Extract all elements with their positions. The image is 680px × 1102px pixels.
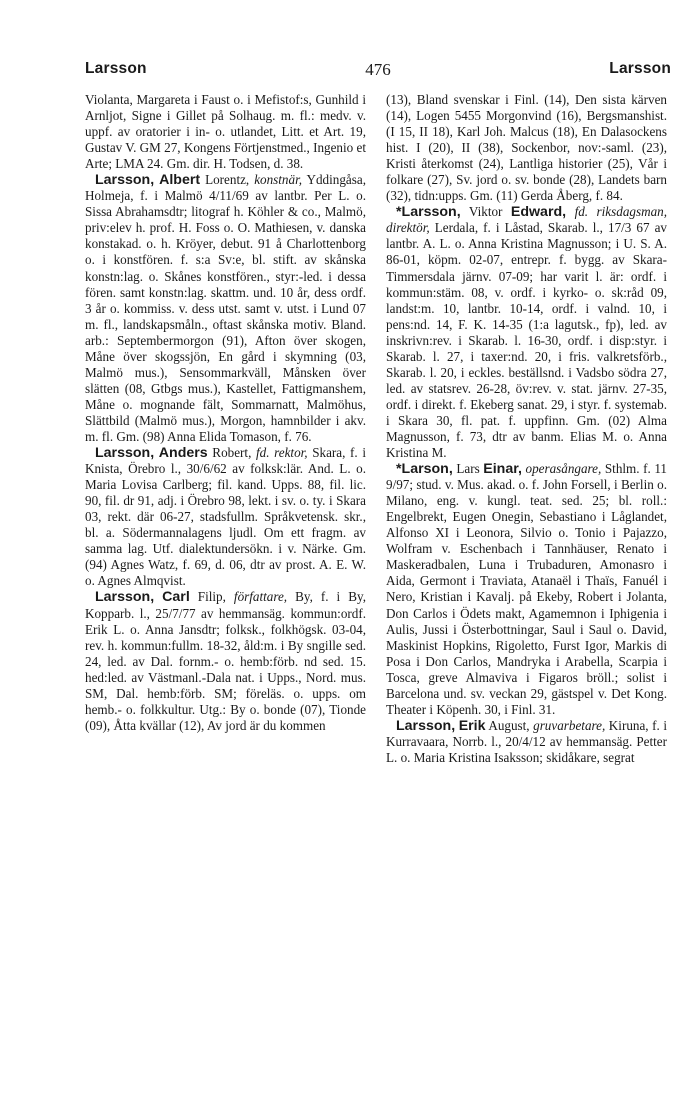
entry-surname: Larsson, <box>396 717 456 734</box>
entry-surname: Larsson, <box>95 589 155 606</box>
entry-text: By, f. i By, Kopparb. l., 25/7/77 av hemmansäg. kommun:ordf. Erik L. o. Anna Jansdtr; folksk., folkhögsk. 03-04, rev. h. kommun:fullm. 18-32, åld:m. i By sngille sed. 24, led. av Dal. fornm.- o. hemb:förb. nd sed. 15. hed:led. av Västmanl.-Dala nat. i Upps., Nord. mus. SM, Dal. hemb:förb. SM; föreläs. o. upps. om hemb.- o. folkkultur. Utg.: By o. bonde (07), Tionde (09), Åtta kvällar (12), Av jord är du kommen <box>85 589 366 733</box>
entry-occupation: fd. riksdagsman, direktör, <box>386 204 667 236</box>
entry-given-name: Anders <box>158 445 208 462</box>
entry-text: Skara, f. i Knista, Örebro l., 30/6/62 av folksk:lär. And. L. o. Maria Lovisa Carlberg; fil. kand. Upps. 88, fil. lic. 90, fil. dr 91, adj. i Örebro 98, lekt. i sv. o. ty. i Skara 03, rekt. där 06-27, stadsfullm. Språkvetensk. skr., bl. a. Södermannalagens ljudl. Om ett fragm. av samma lag. Utf. dialektundersökn. i v. Närke. Gm. (94) Agnes Watz, f. 69, d. 06, dtr av prost. A. E. W. o. Agnes Almqvist. <box>85 445 366 589</box>
biography-entry-larson-einar <box>386 461 667 718</box>
entry-occupation: gruvarbetare, <box>533 717 606 733</box>
entry-text: Viktor <box>460 204 511 220</box>
entry-surname: *Larsson, <box>396 204 461 221</box>
biography-entry-larsson-carl <box>85 589 366 733</box>
biography-entry-larsson-erik <box>386 718 667 766</box>
continued-entry-text: Violanta, Margareta i Faust o. i Mefistof:s, Gunhild i Arnljot, Signe i Gillet på Solhaug. m. fl.: medv. v. uppf. av oratorier i in- o. utlandet, Litt. et Art. 19, Gustav V. GM 27, Kongens Förtjenstmed., Ingenio et Arte; LMA 24. Gm. dir. H. Todsen, d. 38. <box>85 92 366 172</box>
right-column <box>386 92 667 766</box>
entry-occupation: fd. rektor, <box>255 445 308 461</box>
entry-surname: Larsson, <box>95 172 155 189</box>
entry-occupation: författare, <box>233 589 288 605</box>
entry-given-name: Edward, <box>510 204 567 221</box>
entry-text: Sthlm. f. 11 9/97; stud. v. Mus. akad. o. f. John Forsell, i Berlin o. Milano, eng. v. kungl. teat. sed. 25; bl. roll.: Engelbrekt, Eugen Onegin, Sebastiano i Låglandet, Alfonso XI i Leonora, Silvio o. Tonio i Pajazzo, Wolfram v. Eschenbach i Tannhäuser, Renato i Maskeradbalen, Luna i Trubaduren, Amonasro i Aida, Germont i Traviata, Atanaël i Thaïs, Fanuél i Nero, Kristian i Kavalj. på Ekeby, Robert i Jolanta, Don Carlos i Ödets makt, Agamemnon i Iphigenia i Aulis, Jussi i Österbottningar, Saul i Saul o. David, Maskinist Hopkins, Rigoletto, Furst Igor, Markis di Posa i Don Carlos, Mandryka i Arabella, Scarpia i Tosca, greve Almaviva i Figaros bröll.; solist i Barcelona und. sv. veckan 29, gästspel v. Det Kong. Theater i Köpenh. 30, i Finl. 31. <box>386 461 668 717</box>
entry-surname: *Larson, <box>396 461 453 478</box>
entry-occupation: konstnär, <box>254 172 303 188</box>
entry-surname: Larsson, <box>95 445 155 462</box>
continued-entry-text: (13), Bland svenskar i Finl. (14), Den sista kärven (14), Logen 5455 Morgonvind (16), Bergsmanshist. (I 15, II 18), Karl Joh. Malcus (18), En Dalasockens hist. I (20), II (38), Sockenbor, nov:-saml. (23), Kristi återkomst (24), Lantliga historier (25), Vår i folkare (27), Sv. jord o. sv. bonde (28), Landets barn (32), tidn:upps. Gm. (11) Gerda Åberg, f. 84. <box>386 92 667 204</box>
entry-occupation: operasångare, <box>525 461 602 477</box>
header-left-keyword: Larsson <box>85 60 147 77</box>
entry-text: Kiruna, f. i Kurravaara, Norrb. l., 20/4/12 av hemmansäg. Petter L. o. Maria Kristina Isaksson; skidåkare, segrat <box>386 717 667 765</box>
entry-text: August, <box>485 717 534 733</box>
entry-given-name: Albert <box>159 172 201 189</box>
entry-given-name: Erik <box>458 717 486 734</box>
biography-entry-larsson-albert <box>85 172 366 445</box>
biography-entry-larsson-anders <box>85 445 366 589</box>
entry-text: Robert, <box>207 445 256 461</box>
entry-text: Lorentz, <box>200 172 255 188</box>
header-right-keyword: Larsson <box>609 60 671 77</box>
running-header <box>85 60 671 84</box>
entry-text: Lars <box>452 461 484 477</box>
entry-text: Lerdala, f. i Låstad, Skarab. l., 17/3 67 av lantbr. A. L. o. Anna Kristina Magnusson; i U. S. A. 86-01, köpm. 02-07, entrepr. f. bygg. av Skara-Timmersdala järnv. 07-09; har varit l. är: ordf. i kommun:stäm. 08, v. ordf. i kyrko- o. sk:råd 09, landst:m. 10, lantbr. 10-14, ordf. i valnd. 10, i pens:nd. 14, F. K. 14-35 (1:a lagutsk., fp), led. av inskrivn:rev. i Skarab. l. 16-30, ordf. i disp:styr. i Skarab. l. 27, i taxer:nd. 20, i fris. valkretsförb., Skarab. l. 20, i eckles. beställsnd. i Vadsbo södra 27, led. av statsrev. 26-28, öv:rev. v. stat. järnv. 27-35, ordf. i direkt. f. Ekeberg sanat. 29, i styr. f. systemab. i Skara 30, fl. pat. f. uppfinn. Gm. (02) Alma Magnusson, f. 73, dtr av banm. Elias M. o. Anna Kristina M. <box>386 220 667 461</box>
page-number: 476 <box>365 60 391 79</box>
entry-given-name: Einar, <box>483 461 522 478</box>
entry-text: Filip, <box>189 589 234 605</box>
biography-entry-larsson-edward <box>386 204 667 461</box>
entry-given-name: Carl <box>162 589 190 606</box>
entry-text: Yddingåsa, Holmeja, f. i Malmö 4/11/69 av lantbr. Per L. o. Sissa Abrahamsdtr; litograf h. Köhler & co., Malmö, priv:elev h. prof. H. Foss o. O. Mathiesen, v. danska konstakad. o. h. Kröyer, debut. 91 å Charlottenborg o. i konstfören. f. s:a Sv:e, bl. stift. av skånska konstn:lag. o. Skånes konstfören., styr:-led. i dessa fören. samt konstn:lag. skattm. und. 10 år, dess ordf. 3 år o. kommiss. v. dess utst. samt v. utst. i Lund 07 m. fl., landskapsmåln., oftast skånska motiv. Bland. arb.: Septembermorgon (91), Afton över skogen, Måne över skogssjön, En gård i skymning (03, Malmö mus.), Sensommarkväll, Månsken över slätten (08, Gtbgs mus.), Kastellet, Fattigmanshem, Måne o. mognande fält, Sommarnatt, Malmöhus, Slättbild (Malmö mus.), Morgon, hamnbilder i akv. m. fl. Gm. (98) Anna Elida Tomason, f. 76. <box>85 172 366 444</box>
left-column <box>85 92 366 734</box>
